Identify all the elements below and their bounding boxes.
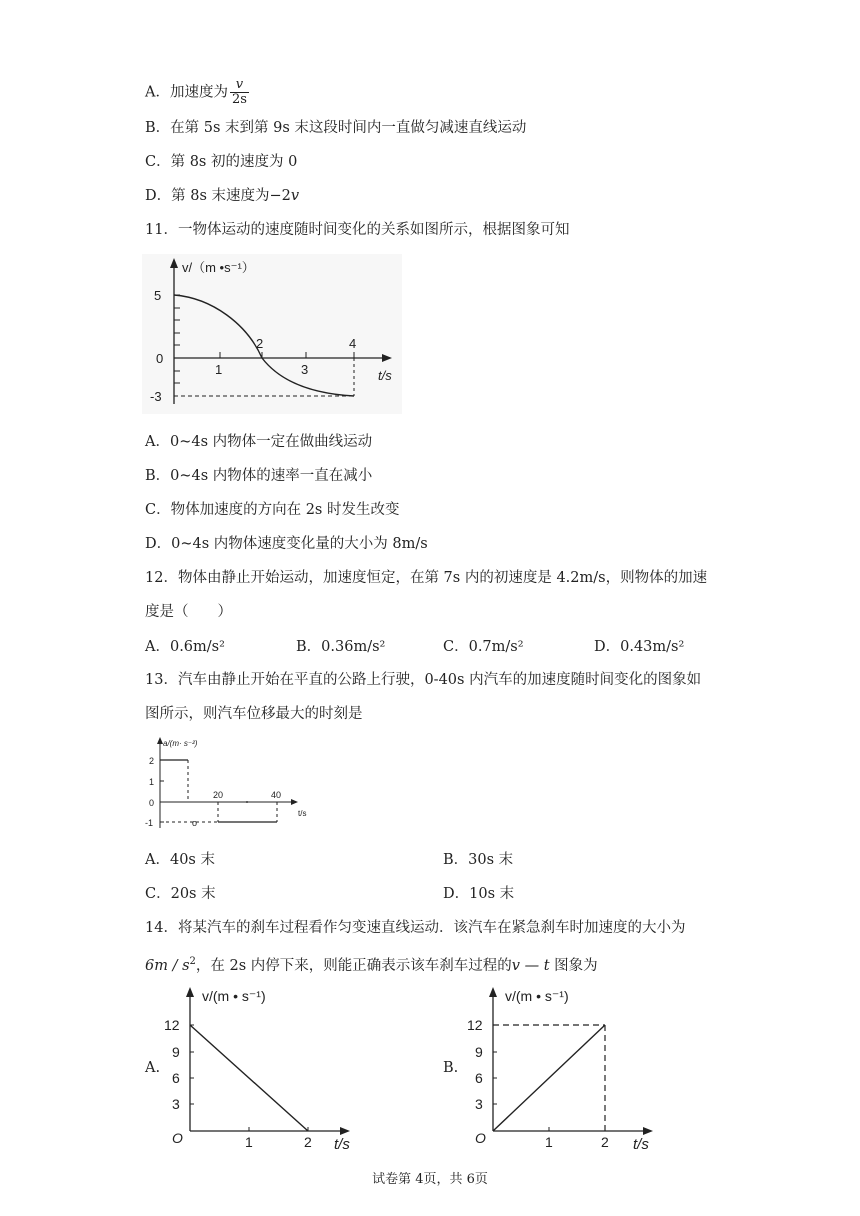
q13-option-b: B．30s 末 xyxy=(443,852,514,868)
q11-xlabel: t/s xyxy=(378,368,392,383)
page-footer: 试卷第 4页，共 6页 xyxy=(372,1172,488,1187)
q13-xtick-40: 40 xyxy=(271,790,282,800)
q14a-ytick-9: 9 xyxy=(172,1044,180,1060)
q11-xtick-3: 3 xyxy=(301,362,309,377)
q13-acceleration-graph xyxy=(143,734,333,834)
q10-option-a xyxy=(145,78,249,107)
q10-option-a-text: A．加速度为 xyxy=(145,84,228,101)
q11-option-a: A．0~4s 内物体一定在做曲线运动 xyxy=(145,434,373,450)
q14-stem-end: 图象为 xyxy=(549,957,598,974)
q11-ytick-5: 5 xyxy=(154,288,162,303)
q11-xtick-1: 1 xyxy=(215,362,223,377)
q13-ytick-2: 2 xyxy=(149,756,155,766)
q14a-ytick-6: 6 xyxy=(172,1070,180,1086)
q14b-xtick-2: 2 xyxy=(601,1134,609,1150)
q10-option-c: C．第 8s 初的速度为 0 xyxy=(145,154,298,170)
q14a-xtick-2: 2 xyxy=(304,1134,312,1150)
q14b-ytick-3: 3 xyxy=(475,1096,483,1112)
q13-mark: o xyxy=(192,818,198,828)
q14-stem-line2: $6m / s^2$，在 2s 内停下来，则能正确表示该车刹车过程的v — t 图象为 xyxy=(145,956,598,974)
q12-option-c: C．0.7m/s² xyxy=(443,639,524,655)
q13-ylabel: a/(m· s⁻²) xyxy=(163,739,198,748)
fraction-denominator: 2s xyxy=(231,92,247,107)
q13-stem-line1: 13．汽车由静止开始在平直的公路上行驶，0-40s 内汽车的加速度随时间变化的图象如 xyxy=(145,672,702,688)
q14b-ytick-6: 6 xyxy=(475,1070,483,1086)
q14a-xlabel: t/s xyxy=(334,1136,350,1153)
q11-ytick-neg3: -3 xyxy=(150,389,162,404)
q10-option-d-var: v xyxy=(290,188,300,204)
q14-accel-value: 6m / s xyxy=(145,957,190,974)
q10-option-b: B．在第 5s 末到第 9s 末这段时间内一直做匀减速直线运动 xyxy=(145,120,527,136)
q14-graph-a xyxy=(164,983,364,1153)
q14b-ylabel: v/(m • s⁻¹) xyxy=(505,988,569,1004)
q11-xtick-4: 4 xyxy=(349,336,357,351)
q11-option-d: D．0~4s 内物体速度变化量的大小为 8m/s xyxy=(145,536,428,552)
q14-stem-text: ，在 2s 内停下来，则能正确表示该车刹车过程的 xyxy=(195,957,512,974)
q14b-origin: O xyxy=(475,1130,486,1146)
q14a-ytick-3: 3 xyxy=(172,1096,180,1112)
q13-xlabel: t/s xyxy=(298,809,307,818)
q10-option-d xyxy=(145,186,299,206)
q13-ytick-1: 1 xyxy=(149,777,155,787)
q14a-origin: O xyxy=(172,1130,183,1146)
q13-option-d: D．10s 末 xyxy=(443,886,515,902)
q12-stem-line2: 度是（ ） xyxy=(145,604,232,620)
q14-vt-label: v — t xyxy=(511,957,550,974)
q14-graph-b-label: B. xyxy=(443,1060,459,1076)
q13-option-a: A．40s 末 xyxy=(145,852,215,868)
q12-option-a: A．0.6m/s² xyxy=(145,639,225,655)
q13-stem-line2: 图所示，则汽车位移最大的时刻是 xyxy=(145,706,363,722)
q12-stem-line1: 12．物体由静止开始运动，加速度恒定，在第 7s 内的初速度是 4.2m/s，则物体的加速 xyxy=(145,570,708,586)
q14b-ytick-9: 9 xyxy=(475,1044,483,1060)
q14-graph-a-label: A. xyxy=(145,1060,161,1076)
q11-ytick-0: 0 xyxy=(156,351,164,366)
q14b-xlabel: t/s xyxy=(633,1136,649,1153)
q10-option-a-fraction xyxy=(230,78,249,107)
fraction-numerator: v xyxy=(230,78,249,93)
q11-xtick-2: 2 xyxy=(256,336,264,351)
q13-ytick-neg1: -1 xyxy=(145,818,154,828)
q14-graph-b xyxy=(467,983,667,1153)
q11-stem: 11．一物体运动的速度随时间变化的关系如图所示，根据图象可知 xyxy=(145,222,570,238)
q11-velocity-graph xyxy=(142,254,402,414)
q10-option-d-text: D．第 8s 末速度为−2 xyxy=(145,188,291,204)
q14a-xtick-1: 1 xyxy=(245,1134,253,1150)
q12-option-d: D．0.43m/s² xyxy=(594,639,685,655)
q11-ylabel: v/（m •s⁻¹） xyxy=(182,260,255,275)
q12-option-b: B．0.36m/s² xyxy=(296,639,386,655)
q11-option-c: C．物体加速度的方向在 2s 时发生改变 xyxy=(145,502,400,518)
q11-option-b: B．0~4s 内物体的速率一直在减小 xyxy=(145,468,373,484)
q13-xtick-20: 20 xyxy=(213,790,224,800)
q14b-xtick-1: 1 xyxy=(545,1134,553,1150)
q13-ytick-0: 0 xyxy=(149,798,155,808)
q14b-ytick-12: 12 xyxy=(467,1017,483,1033)
q14a-ytick-12: 12 xyxy=(164,1017,180,1033)
q14a-ylabel: v/(m • s⁻¹) xyxy=(202,988,266,1004)
q13-option-c: C．20s 末 xyxy=(145,886,216,902)
q14-stem-line1: 14．将某汽车的刹车过程看作匀变速直线运动．该汽车在紧急刹车时加速度的大小为 xyxy=(145,920,686,936)
